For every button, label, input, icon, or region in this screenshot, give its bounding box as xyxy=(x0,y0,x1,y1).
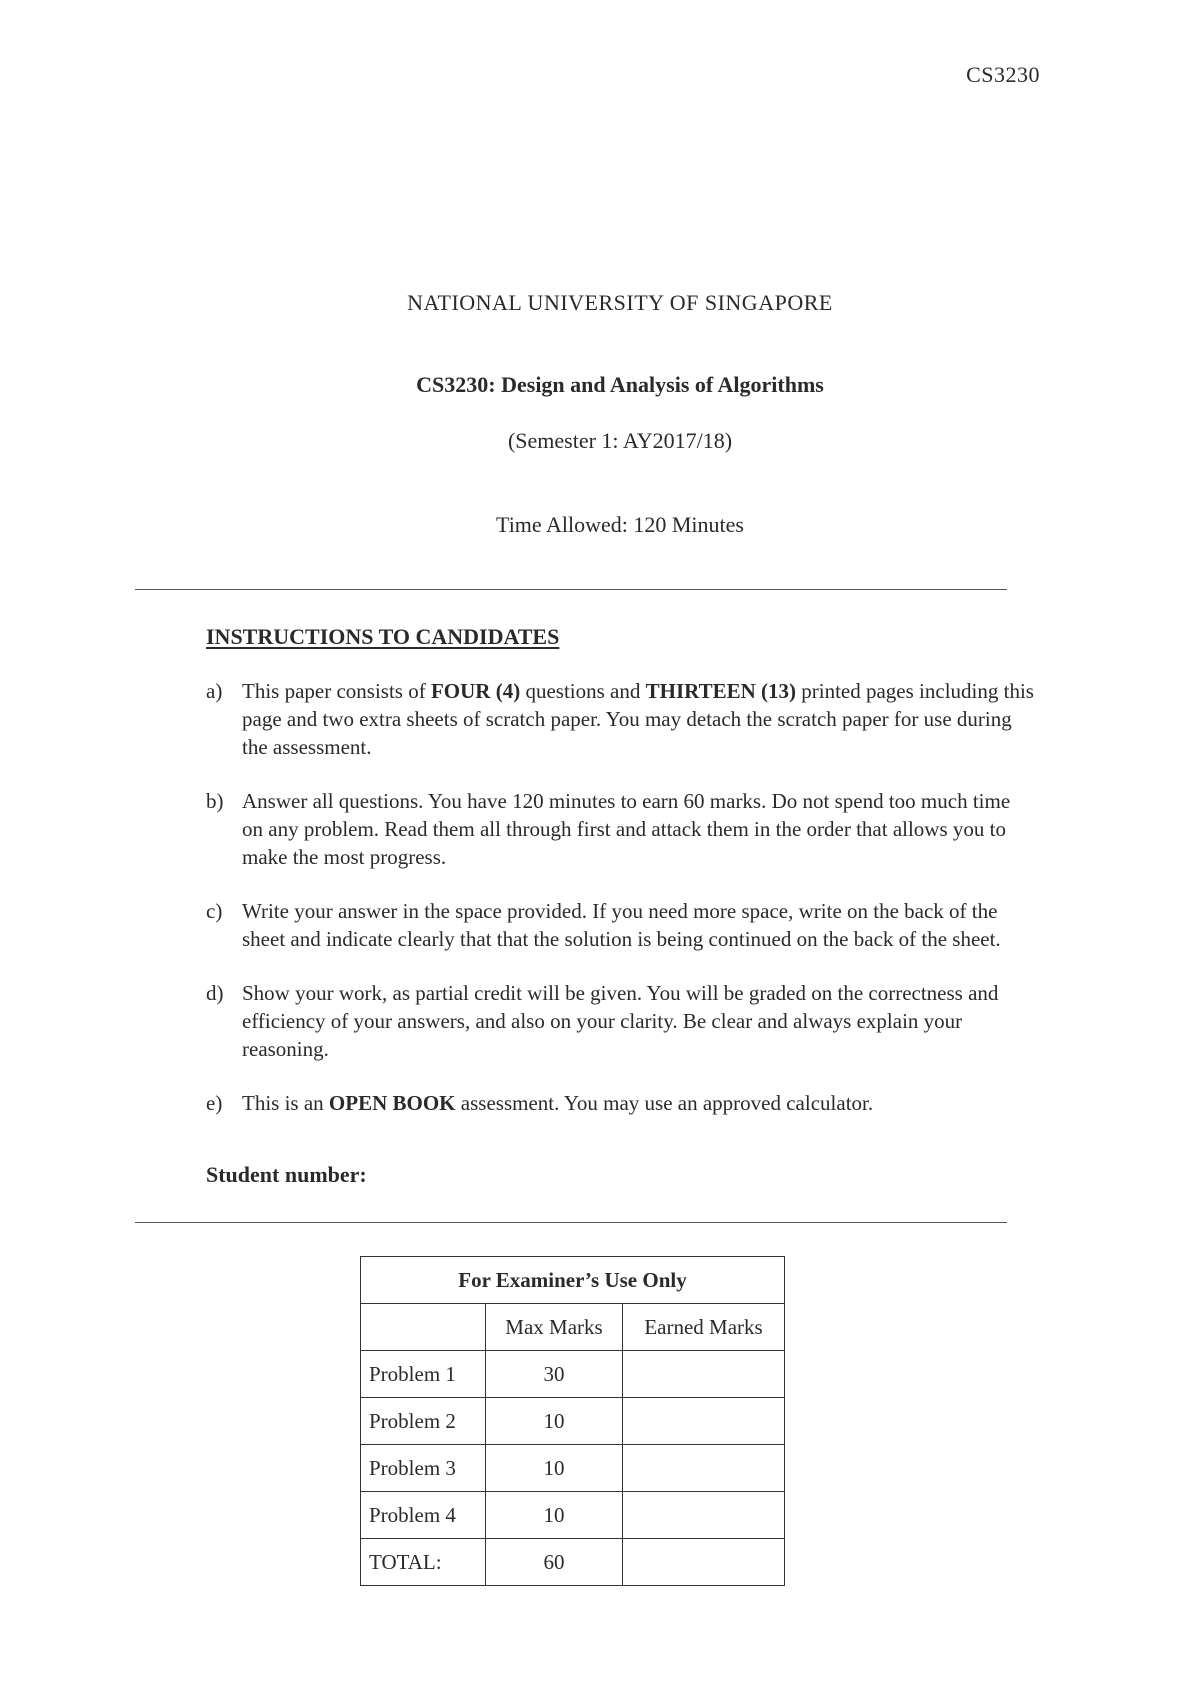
instruction-item-b xyxy=(206,787,1036,871)
semester-label: (Semester 1: AY2017/18) xyxy=(507,428,733,453)
course-code-header: CS3230 xyxy=(966,62,1040,87)
table-caption: For Examiner’s Use Only xyxy=(361,1257,785,1304)
course-title: CS3230: Design and Analysis of Algorithms xyxy=(416,372,824,397)
time-allowed: Time Allowed: 120 Minutes xyxy=(496,512,744,537)
table-row-total xyxy=(361,1539,785,1586)
table-row xyxy=(361,1492,785,1539)
row-label: Problem 2 xyxy=(361,1398,486,1445)
instruction-marker: b) xyxy=(206,789,224,813)
max-marks-cell: 10 xyxy=(486,1398,623,1445)
instruction-text: This paper consists of FOUR (4) questions and THIRTEEN (13) printed pages including this page and two extra sheets of scratch paper. You may detach the scratch paper for use during the assessment. xyxy=(242,679,1034,759)
row-label: Problem 1 xyxy=(361,1351,486,1398)
table-row xyxy=(361,1445,785,1492)
table-row xyxy=(361,1351,785,1398)
instruction-marker: c) xyxy=(206,899,223,923)
earned-marks-cell[interactable] xyxy=(623,1539,785,1586)
table-header-row xyxy=(361,1304,785,1351)
column-header: Max Marks xyxy=(486,1304,623,1351)
examiner-table xyxy=(360,1256,785,1586)
instruction-text: Write your answer in the space provided. If you need more space, write on the back of the sheet and indicate clearly that that the solution is being continued on the back of the sheet. xyxy=(242,899,1001,951)
instruction-item-a xyxy=(206,677,1036,761)
row-label: Problem 3 xyxy=(361,1445,486,1492)
instruction-item-d xyxy=(206,979,1036,1063)
divider-top xyxy=(135,589,1007,590)
row-label: TOTAL: xyxy=(361,1539,486,1586)
table-caption-row xyxy=(361,1257,785,1304)
column-header xyxy=(361,1304,486,1351)
instruction-text: Show your work, as partial credit will be given. You will be graded on the correctness and efficiency of your answers, and also on your clarity. Be clear and always explain your reasoning. xyxy=(242,981,999,1061)
student-number-label: Student number: xyxy=(206,1162,367,1187)
max-marks-cell: 10 xyxy=(486,1492,623,1539)
max-marks-cell: 10 xyxy=(486,1445,623,1492)
row-label: Problem 4 xyxy=(361,1492,486,1539)
column-header: Earned Marks xyxy=(623,1304,785,1351)
instruction-marker: e) xyxy=(206,1091,223,1115)
instruction-marker: a) xyxy=(206,679,223,703)
instruction-item-c xyxy=(206,897,1036,953)
earned-marks-cell[interactable] xyxy=(623,1398,785,1445)
instructions-heading: INSTRUCTIONS TO CANDIDATES xyxy=(206,624,560,649)
earned-marks-cell[interactable] xyxy=(623,1351,785,1398)
max-marks-cell: 60 xyxy=(486,1539,623,1586)
earned-marks-cell[interactable] xyxy=(623,1445,785,1492)
instructions-list xyxy=(206,677,1036,1143)
instruction-marker: d) xyxy=(206,981,224,1005)
university-name: NATIONAL UNIVERSITY OF SINGAPORE xyxy=(407,290,833,315)
instruction-item-e xyxy=(206,1089,1036,1117)
divider-bottom xyxy=(135,1222,1007,1223)
max-marks-cell: 30 xyxy=(486,1351,623,1398)
earned-marks-cell[interactable] xyxy=(623,1492,785,1539)
instruction-text: Answer all questions. You have 120 minutes to earn 60 marks. Do not spend too much time on any problem. Read them all through first and attack them in the order that allows you to make the most progress. xyxy=(242,789,1011,869)
table-row xyxy=(361,1398,785,1445)
instruction-text: This is an OPEN BOOK assessment. You may use an approved calculator. xyxy=(242,1091,874,1115)
